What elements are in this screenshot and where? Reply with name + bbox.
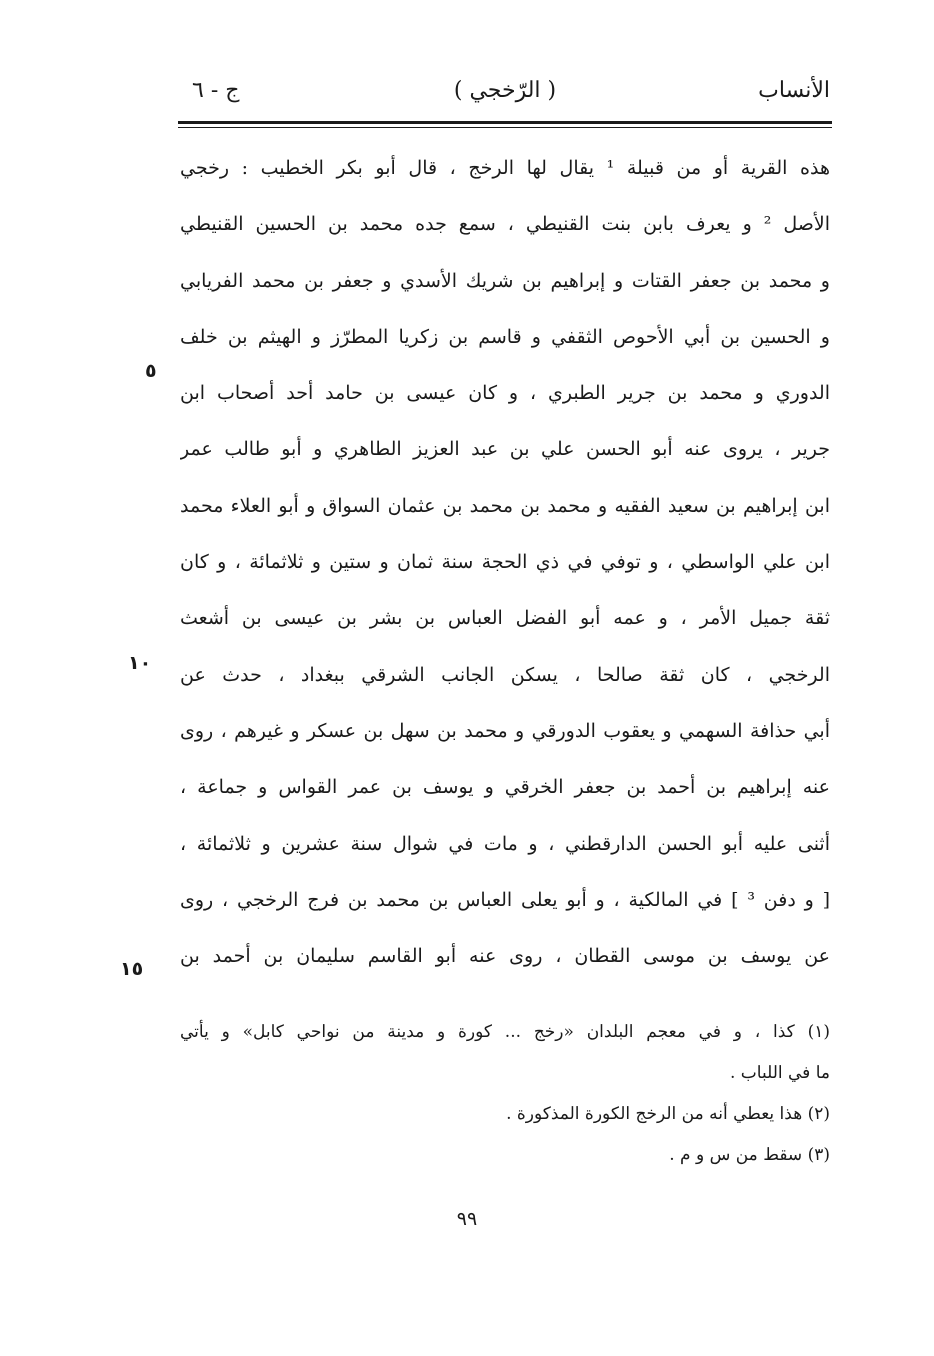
footnote-1: (١) كذا ، و في معجم البلدان «رخج ... كورة و مدينة من نواحي كابل» و يأتي <box>180 1022 830 1042</box>
text-line: ثقة جميل الأمر ، و عمه أبو الفضل العباس بن بشر بن عيسى بن أشعث <box>180 607 830 630</box>
line-number-5: ٥ <box>145 360 157 382</box>
footnote-3: (٣) سقط من س و م . <box>669 1145 830 1165</box>
text-line: عن يوسف بن موسى القطان ، روى عنه أبو القاسم سليمان بن أحمد بن <box>180 945 830 968</box>
entry-title: ( الرّخجي ) <box>453 78 557 103</box>
text-line: أبي حذافة السهمي و يعقوب الدورقي و محمد بن سهل بن عسكر و غيرهم ، روى <box>180 719 830 742</box>
text-line: عنه إبراهيم بن أحمد بن جعفر الخرقي و يوسف بن عمر القواس و جماعة ، <box>180 776 830 799</box>
text-line: [ و دفن ³ ] في المالكية ، و أبو يعلى العباس بن محمد بن فرج الرخجي ، روى <box>180 888 830 911</box>
text-line: ابن إبراهيم بن سعيد الفقيه و محمد بن محمد بن عثمان السواق و أبو العلاء محمد <box>180 494 830 517</box>
volume-label: ج - ٦ <box>192 78 240 103</box>
text-line: ابن علي الواسطي ، و توفي في ذي الحجة سنة ثمان و ستين و ثلاثمائة ، و كان <box>180 551 830 574</box>
header-rule-thick <box>178 121 832 124</box>
running-head <box>180 78 830 118</box>
text-line: الرخجي ، كان ثقة صالحا ، يسكن الجانب الشرقي ببغداد ، حدث عن <box>180 663 830 686</box>
main-text <box>180 140 830 984</box>
text-line: هذه القرية أو من قبيلة ¹ يقال لها الرخج ، قال أبو بكر الخطيب : رخجي <box>180 157 830 179</box>
text-line: الأصل ² و يعرف بابن بنت القنيطي ، سمع جده محمد بن الحسين القنيطي <box>180 213 830 236</box>
text-line: و الحسين بن أبي الأحوص الثقفي و قاسم بن زكريا المطرّز و الهيثم بن خلف <box>180 325 830 348</box>
line-number-10: ١٠ <box>128 652 152 674</box>
text-line: الدوري و محمد بن جرير الطبري ، و كان عيسى بن حامد أحد أصحاب ابن <box>180 382 830 405</box>
footnotes <box>180 1012 830 1176</box>
page-number: ٩٩ <box>456 1208 478 1230</box>
header-rule-thin <box>178 127 832 128</box>
text-line: جرير ، يروى عنه أبو الحسن علي بن عبد العزيز الطاهري و أبو طالب عمر <box>180 438 830 461</box>
book-title: الأنساب <box>758 78 830 103</box>
text-line: أثنى عليه أبو الحسن الدارقطني ، و مات في شوال سنة عشرين و ثلاثمائة ، <box>180 832 830 855</box>
text-line: و محمد بن جعفر القتات و إبراهيم بن شريك الأسدي و جعفر بن محمد الفريابي <box>180 269 830 292</box>
footnote-2: (٢) هذا يعطي أنه من الرخج الكورة المذكورة . <box>506 1104 830 1124</box>
footnote-1-continued: ما في اللباب . <box>729 1063 830 1083</box>
line-number-15: ١٥ <box>120 958 144 980</box>
